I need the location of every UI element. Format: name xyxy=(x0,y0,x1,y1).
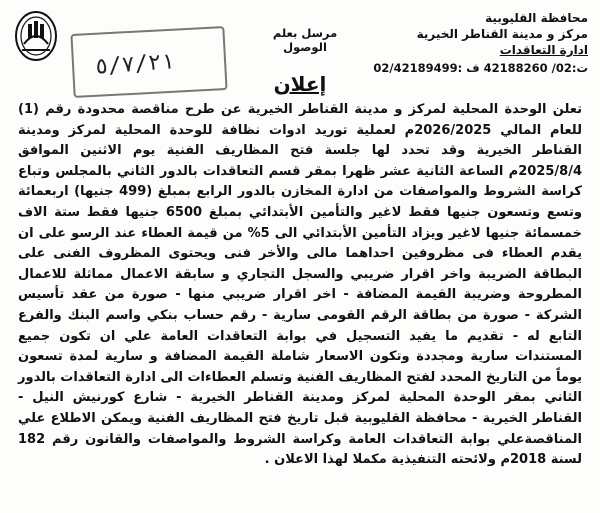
body-paragraph: تعلن الوحدة المحلية لمركز و مدينة القناطر الخيرية عن طرح مناقصة محدودة رقم (1) للعام المالي 2026/2025م لعملية توريد ادوات نظافة للوحدة المحلية لمركز ومدينة القناطر الخيرية وقد تحدد لها جلسة فتح المظاريف الفنية يوم الاثنين الموافق 2025/8/4م الساعة الثانية عشر ظهرا بمقر قسم التعاقدات بالدور الثاني بالمجلس وتباع كراسة الشروط والمواصفات من ادارة المخازن بالدور الرابع بمبلغ (499 جنيها) اربعمائة وتسع وتسعون جنيها فقط لاغير والتأمين الأبتدائي بمبلغ 6500 جنيها فقط ستة الاف خمسمائة جنيها لاغير ويزاد التأمين الأبتدائي الى 5% من قيمة العطاء عند الرسو على ان يقدم العطاء فى مظروفين احداهما مالى والأخر فنى ويحتوى المظروف الفنى على البطاقة الضريبة واخر اقرار ضريبي والسجل التجاري و سابقة الاعمال مماثلة للاعمال المطروحة وضريبة القيمة المضافة - اخر اقرار ضريبي منها - صورة من عقد تأسيس الشركة - صورة من بطاقة الرقم القومى سارية - رقم حساب بنكي واسم البنك والفرع التابع له - تقديم ما يفيد التسجيل في بوابة التعاقدات العامة علي ان تكون جميع المستندات سارية ومجددة وتكون الاسعار شاملة القيمة المضافة و سارية لمدة تسعون يوماً من التاريخ المحدد لفتح المظاريف الفنية وتسلم العطاءات الى ادارة التعاقدات بالدور الثاني بمقر الوحدة المحلية لمركز ومدينة القناطر الخيرية - شارع كورنيش النيل - القناطر الخيرية - محافظة القليوبية قبل تاريخ فتح المظاريف الفنية ويمكن الاطلاع علي المناقصةعلي بوابة التعاقدات العامة وكراسة الشروط والمواصفات والقانون رقم 182 لسنة 2018م ولائحته التنفيذية مكملا لهذا الاعلان . xyxy=(18,102,582,468)
announcement-body xyxy=(18,100,582,471)
stamp-date: ٥/٧/٢١ xyxy=(94,49,176,80)
phone-fax: ت:02/ 42188260 ف :02/42189499 xyxy=(373,61,588,75)
center-name: مركز و مدينة القناطر الخيرية xyxy=(416,27,588,41)
announcement-title: إعلان xyxy=(273,72,327,96)
governorate-emblem-icon xyxy=(14,10,58,62)
governorate-name: محافظة القليوبية xyxy=(485,11,588,25)
mail-note: مرسل بعلم الوصول xyxy=(272,26,338,54)
department-name: ادارة التعاقدات xyxy=(499,43,588,57)
letterhead xyxy=(338,10,588,76)
